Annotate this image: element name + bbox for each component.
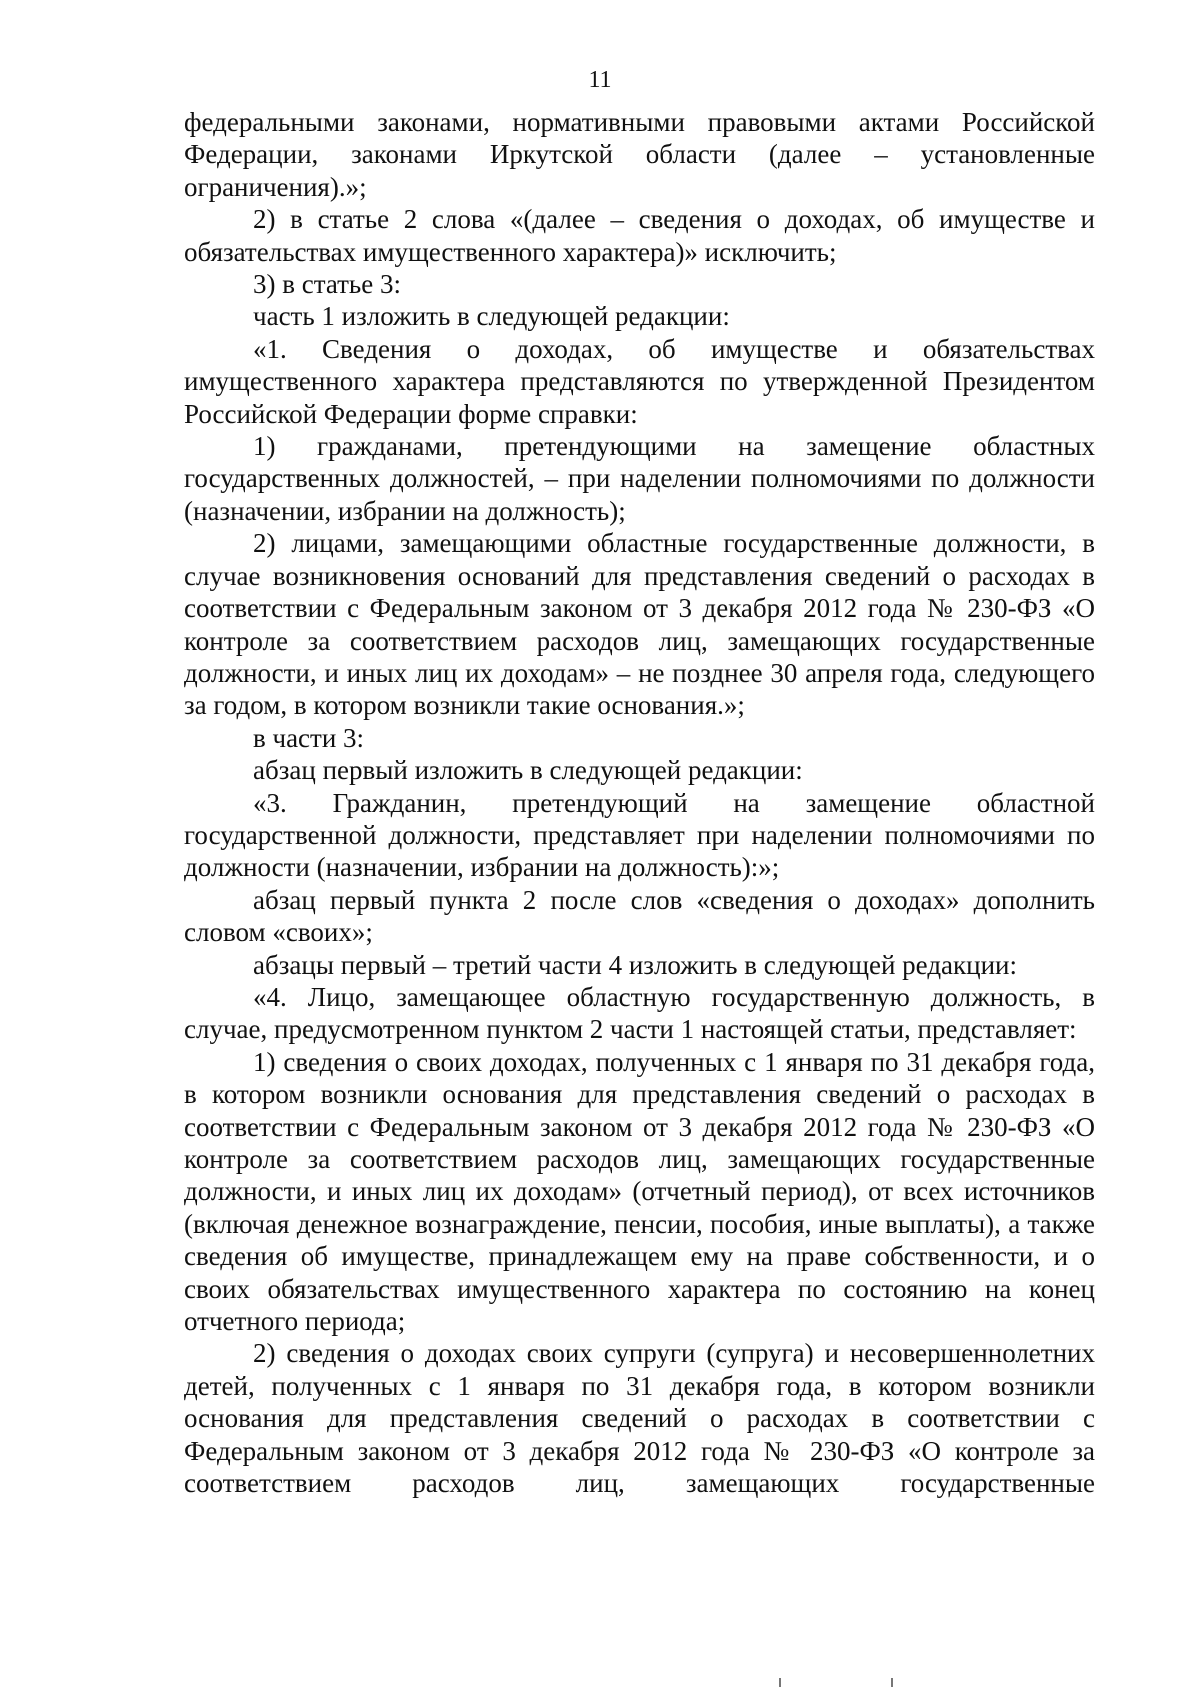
paragraph-6: 1) гражданами, претендующими на замещение областных государственных должностей, – при наделении полномочиями по должности (назначении, избрании на должность); xyxy=(184,431,1095,526)
paragraph-14: 1) сведения о своих доходах, полученных с 1 января по 31 декабря года, в котором возникли основания для представления сведений о расходах в соответствии с Федеральным законом от 3 декабря 2012 года № 230-ФЗ «О контроле за соответствием расходов лиц, замещающих государственные должности, и иных лиц их доходам» (отчетный период), от всех источников (включая денежное вознаграждение, пенсии, пособия, иные выплаты), а также сведения об имуществе, принадлежащем ему на праве собственности, и о своих обязательствах имущественного характера по состоянию на конец отчетного периода; xyxy=(184,1046,1095,1337)
document-body xyxy=(184,106,1095,1499)
paragraph-13: «4. Лицо, замещающее областную государственную должность, в случае, предусмотренном пунктом 2 части 1 настоящей статьи, представляет: xyxy=(184,981,1095,1045)
paragraph-12: абзацы первый – третий части 4 изложить в следующей редакции: xyxy=(253,949,1018,980)
paragraph-11: абзац первый пункта 2 после слов «сведения о доходах» дополнить словом «своих»; xyxy=(184,884,1095,948)
page-number: 11 xyxy=(588,67,612,93)
paragraph-10: «3. Гражданин, претендующий на замещение областной государственной должности, представляет при наделении полномочиями по должности (назначении, избрании на должность):»; xyxy=(184,787,1095,883)
paragraph-7: 2) лицами, замещающими областные государственные должности, в случае возникновения оснований для представления сведений о расходах в соответствии с Федеральным законом от 3 декабря 2012 года № 230-ФЗ «О контроле за соответствием расходов лиц, замещающих государственные должности, и иных лиц их доходам» – не позднее 30 апреля года, следующего за годом, в котором возникли такие основания.»; xyxy=(184,528,1095,721)
paragraph-4: часть 1 изложить в следующей редакции: xyxy=(253,301,730,332)
scan-mark-right xyxy=(891,1678,893,1687)
paragraph-15: 2) сведения о доходах своих супруги (супруга) и несовершеннолетних детей, полученных с 1 января по 31 декабря года, в котором возникли основания для представления сведений о расходах в соответствии с Федеральным законом от 3 декабря 2012 года № 230-ФЗ «О контроле за соответствием расходов лиц, замещающих государственные xyxy=(184,1338,1095,1499)
paragraph-8: в части 3: xyxy=(253,722,365,753)
paragraph-2: 2) в статье 2 слова «(далее – сведения о доходах, об имуществе и обязательствах имущественного характера)» исключить; xyxy=(184,204,1095,267)
scan-mark-left xyxy=(779,1678,781,1687)
paragraph-5: «1. Сведения о доходах, об имуществе и обязательствах имущественного характера представляются по утвержденной Президентом Российской Федерации форме справки: xyxy=(184,333,1095,429)
paragraph-3: 3) в статье 3: xyxy=(253,269,401,300)
paragraph-1: федеральными законами, нормативными правовыми актами Российской Федерации, законами Иркутской области (далее – установленные ограничения).»; xyxy=(184,107,1095,202)
paragraph-9: абзац первый изложить в следующей редакции: xyxy=(253,755,803,786)
